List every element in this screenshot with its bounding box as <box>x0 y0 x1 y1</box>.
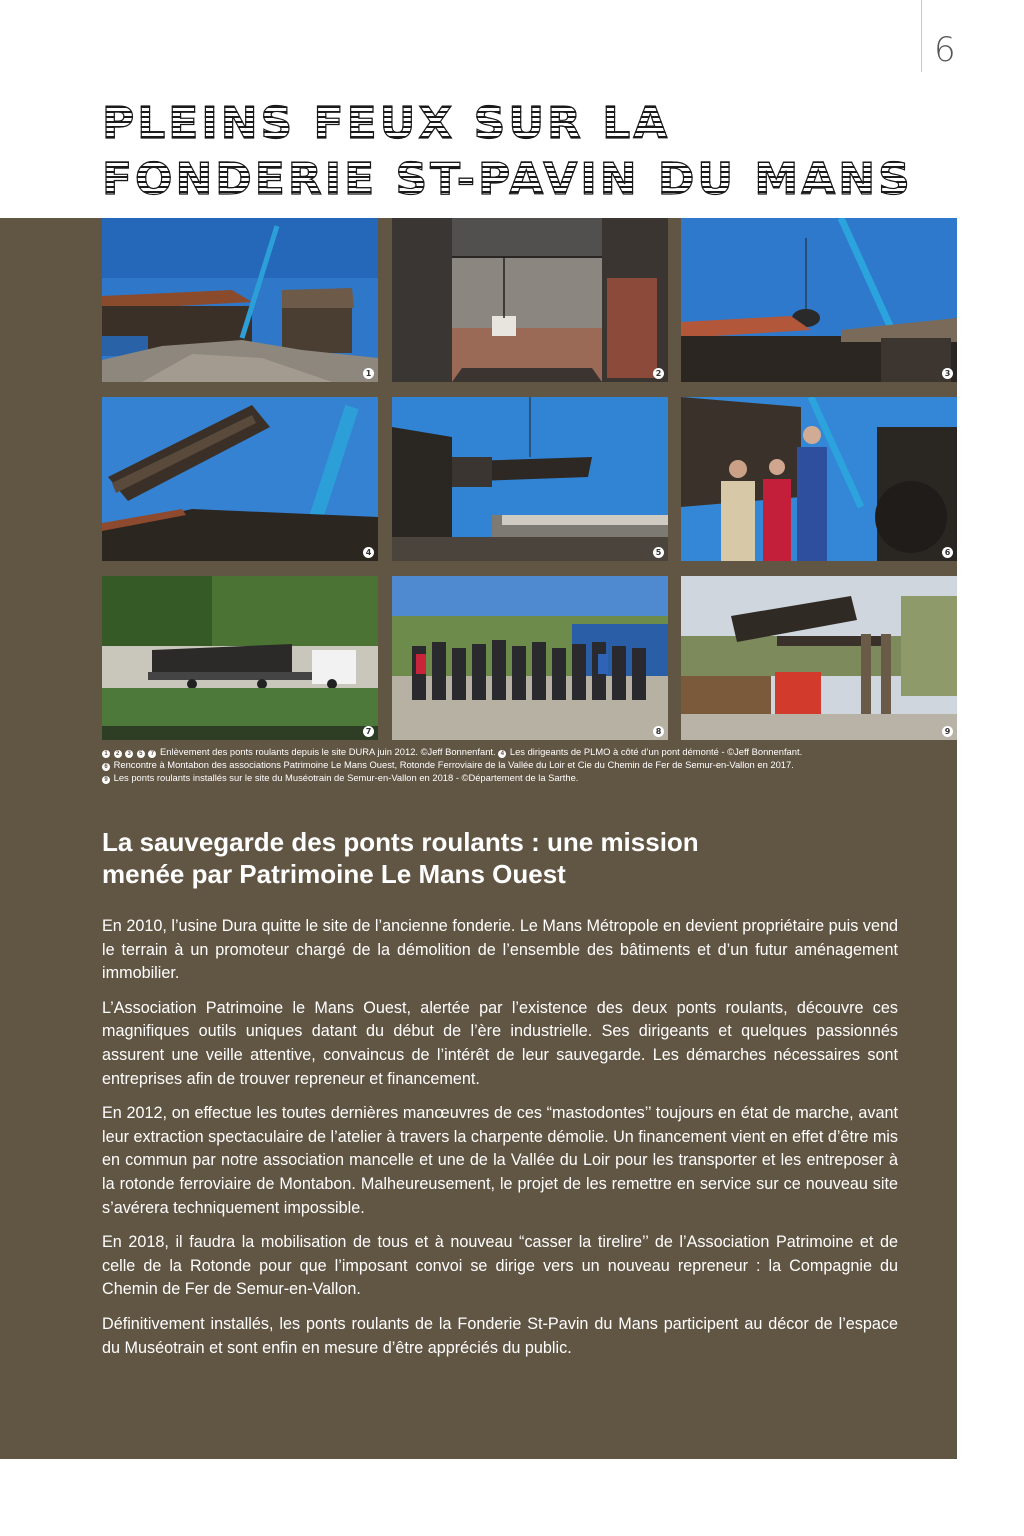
photo-9-train-museum <box>681 576 957 740</box>
heading-line-2: menée par Patrimoine Le Mans Ouest <box>102 859 566 889</box>
paragraph: En 2012, on effectue les toutes dernières manœuvres de ces “mastodontes’’ toujours en état de marche, avant leur extraction spectaculaire de l’atelier à travers la charpente démolie. Un financement vient en effet d’être mis en commun par notre association mancelle et une de la Vallée du Loir pour les transporter et les entreposer à la rotonde ferroviaire de Montabon. Malheureusement, le projet de les remettre en service sur ce nouveau site s’avérera techniquement impossible. <box>102 1104 899 1217</box>
caption-line-3 <box>102 771 922 784</box>
caption-line-2 <box>102 758 922 771</box>
page-title <box>102 96 913 208</box>
photo-1-crane-demolition <box>102 218 378 382</box>
caption-text: Les dirigeants de PLMO à côté d’un pont démonté - ©Jeff Bonnenfant. <box>509 746 803 757</box>
photo-number-badge: 8 <box>653 726 664 737</box>
page-number: 6 <box>934 30 956 70</box>
article-body <box>102 915 898 1371</box>
caption-number-badge: 7 <box>148 750 156 758</box>
photo-number-badge: 9 <box>942 726 953 737</box>
photo-number-badge: 2 <box>653 368 664 379</box>
photo-number-badge: 1 <box>363 368 374 379</box>
title-line-2: FONDERIE ST-PAVIN DU MANS <box>102 154 913 205</box>
photo-number-badge: 7 <box>363 726 374 737</box>
title-line-1: PLEINS FEUX SUR LA <box>102 98 671 149</box>
caption-number-badge: 1 <box>102 750 110 758</box>
caption-text: Les ponts roulants installés sur le site du Muséotrain de Semur-en-Vallon en 2018 - ©Département de la Sarthe. <box>113 772 579 783</box>
caption-text: Enlèvement des ponts roulants depuis le site DURA juin 2012. ©Jeff Bonnenfant. <box>160 746 496 757</box>
paragraph: Définitivement installés, les ponts roulants de la Fonderie St-Pavin du Mans participent au décor de l’espace du Muséotrain et sont enfin en mesure d’être appréciés du public. <box>102 1314 898 1357</box>
photo-number-badge: 3 <box>942 368 953 379</box>
caption-number-badge: 3 <box>125 750 133 758</box>
photo-number-badge: 6 <box>942 547 953 558</box>
photo-caption <box>102 745 922 784</box>
photo-3-crane-hoist <box>681 218 957 382</box>
photo-number-badge: 4 <box>363 547 374 558</box>
caption-number-badge: 6 <box>102 763 110 771</box>
photo-8-group-photo <box>392 576 668 740</box>
photo-6-three-people <box>681 397 957 561</box>
section-heading <box>102 826 922 890</box>
paragraph: L’Association Patrimoine le Mans Ouest, alertée par l’existence des deux ponts roulants, découvre ces magnifiques outils uniques datant du début de l’ère industrielle. Ses dirigeants et quelques passionnés assurent une veille attentive, convaincus de l’intérêt de leur sauvegarde. Les démarches nécessaires sont entreprises afin de trouver repreneur et financement. <box>102 998 898 1088</box>
heading-line-1: La sauvegarde des ponts roulants : une mission <box>102 827 699 857</box>
page-rule <box>921 0 922 72</box>
photo-number-badge: 5 <box>653 547 664 558</box>
paragraph: En 2010, l’usine Dura quitte le site de l’ancienne fonderie. Le Mans Métropole en devient propriétaire puis vend le terrain à un promoteur chargé de la démolition de l’ensemble des bâtiments et d’un futur aménagement immobilier. <box>102 917 898 983</box>
caption-number-badge: 2 <box>114 750 122 758</box>
photo-4-bridge-lift <box>102 397 378 561</box>
caption-number-badge: 5 <box>137 750 145 758</box>
caption-number-badge: 9 <box>102 776 110 784</box>
caption-line-1 <box>102 745 922 758</box>
photo-2-hall-interior <box>392 218 668 382</box>
caption-number-badge: 4 <box>498 750 506 758</box>
photo-7-truck-transport <box>102 576 378 740</box>
paragraph: En 2018, il faudra la mobilisation de tous et à nouveau “casser la tirelire’’ de l’Association Patrimoine et de celle de la Rotonde pour que l’imposant convoi se dirige vers un nouveau repreneur : la Compagnie du Chemin de Fer de Semur-en-Vallon. <box>102 1233 898 1299</box>
photo-5-bridge-suspended <box>392 397 668 561</box>
caption-text: Rencontre à Montabon des associations Patrimoine Le Mans Ouest, Rotonde Ferroviaire de la Vallée du Loir et Cie du Chemin de Fer de Semur-en-Vallon en 2017. <box>113 759 794 770</box>
